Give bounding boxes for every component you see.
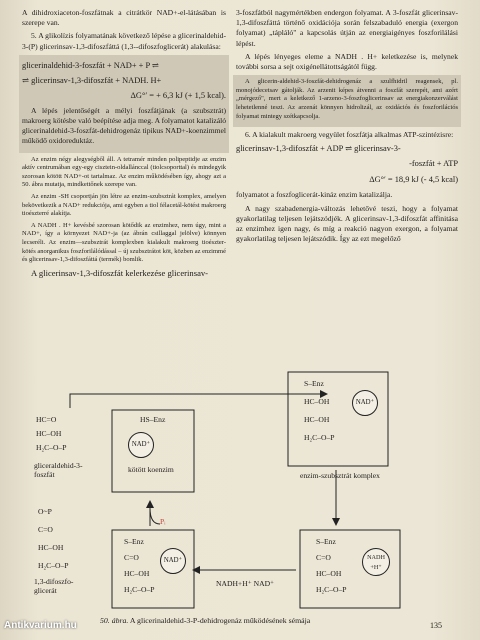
complex-line-4: H₂C–O–P <box>304 433 335 442</box>
equation-box-1 <box>19 55 229 153</box>
nadh-circle: NADH +H⁺ <box>362 548 390 576</box>
note-text: A glicerin-aldehid-3-foszfát-dehidrogenáz a szulfhidril reagensek, pl. monojódecetsav gátolják. Az arzenit képes átvenni a foszfát szerepét, ami azért „mérgező", mert a keletkező 1-arzeno-3-foszfoglicerinsav az energiakonzerválást lehetetlenné teszi. Az arzenát könnyen hidrolizál, az oxidációs és foszforilációs folyamat mintegy szétkapcsolja. <box>236 78 458 120</box>
bottom-right-line-3: HC–OH <box>316 569 342 578</box>
complex-label: enzim-szubsztrát komplex <box>300 471 380 480</box>
bottom-mid-line-4: H₂C–O–P <box>124 585 155 594</box>
mol-bottom-left-1: O~P <box>38 507 52 516</box>
mol-bottom-left-3: HC–OH <box>38 543 64 552</box>
bottom-mid-line-2: C=O <box>124 553 139 562</box>
page-number: 135 <box>430 621 442 630</box>
arrowhead-right <box>332 518 340 526</box>
equation-2-delta-g: ΔG°′ = 18,9 kJ (- 4,5 kcal) <box>369 175 458 185</box>
nad-circle-left: NAD⁺ <box>128 432 154 458</box>
left-paragraph-7: A glicerinsav-1,3-difoszfát kelerkezése glicerinsav- <box>31 267 209 278</box>
bottom-mid-line-1: S–Enz <box>124 537 144 546</box>
label-gad: gliceraldehid-3-foszfát <box>34 461 83 479</box>
bound-coenzyme: kötött koenzim <box>128 465 174 474</box>
complex-line-2: HC–OH <box>304 397 330 406</box>
right-paragraph-3: 6. A kialakult makroerg vegyület foszfátja alkalmas ATP-szintézisre: <box>245 130 454 140</box>
watermark: Antikvarium.hu <box>4 620 77 631</box>
equation-1-delta-g: ΔG°′ = + 6,3 kJ (+ 1,5 kcal). <box>130 90 226 100</box>
nad-circle-bottom: NAD⁺ <box>160 548 186 574</box>
bottom-right-line-4: H₂C–O–P <box>316 585 347 594</box>
left-paragraph-3: A lépés jelentőségét a mélyi foszfátjának (a szubsztrát) makroerg kötésbe való beépítése adja meg. A folyamatot katalizáló glicerinaldehid-3-foszfát-dehidrogenáz tipikus NAD+-koenzimmel működő oxidoreduktáz. <box>22 105 226 146</box>
right-paragraph-1: 3-foszfátból nagymértékben endergon folyamat. A 3-foszfát glicerinsav-1,3-difoszfáttá történő oxidációja során felszabaduló energia (exergon folyamat) „tápláló" a kapcsolás útján az energiaigényes foszforilálási lépést. <box>236 8 458 48</box>
mol-top-left-2: HC–OH <box>36 429 62 438</box>
complex-line-3: HC–OH <box>304 415 330 424</box>
mol-bottom-left-2: C=O <box>38 525 53 534</box>
left-paragraph-6: A NADH . H+ kevésbé szorosan kötődik az enzimhez, nem úgy, mint a NAD+, így a környezet NAD+-ja (az ábrán csillaggal jelölve) könnyen lecseréli. Az enzim—szubsztrát komplexben kialakult makroerg tioészter-kötés anorganikus foszforilálódással – új szubsztrátot köt, közben az enzimmé és glicerinsav-1,3-difoszfáttá (termék) bomlik. <box>22 221 226 264</box>
right-paragraph-2: A lépés lényeges eleme a NADH . H+ keletkezése is, melynek további sorsa a sejt oxigénellátottságától függ. <box>236 51 458 72</box>
enzyme-box-title: HS–Enz <box>140 415 166 424</box>
exchange-label: NADH+H⁺ NAD⁺ <box>216 579 275 588</box>
arrowhead-up <box>146 500 154 508</box>
equation-1-line-a: glicerinaldehid-3-foszfát + NAD+ + P ⇌ <box>22 60 159 70</box>
complex-line-1: S–Enz <box>304 379 324 388</box>
left-paragraph-5: Az enzim -SH csoportján jön létre az enzim-szubsztrát komplex, amelyen bekövetkezik a NAD+ redukciója, ami egyben a tiol félacetál-kötést makroerg tioészterré alakítja. <box>22 193 226 218</box>
label-bpg: 1,3-difoszfo-glicerát <box>34 577 74 595</box>
nad-circle-complex: NAD⁺ <box>352 390 378 416</box>
complex-box <box>288 372 388 466</box>
left-column <box>22 8 226 282</box>
figure-caption <box>100 616 310 625</box>
arrow-top <box>70 394 320 408</box>
equation-2-line-a: glicerinsav-1,3-difoszfát + ADP ⇌ glicerinsav-3- <box>236 144 401 154</box>
caption-text: A glicerinaldehid-3-P-dehidrogenáz működésének sémája <box>129 616 311 625</box>
right-paragraph-4: folyamatot a foszfoglicerát-kináz enzim katalizálja. <box>236 190 393 200</box>
bottom-mid-line-3: HC–OH <box>124 569 150 578</box>
left-paragraph-4: Az enzim négy alegységből áll. A tetramér minden polipeptidje az enzim aktív centrumában egy-egy cisztein-oldallánccal (tiolcsoporttal) és mindegyik szorosan kötött NAD+-ot tartalmaz. Az enzim működésében így, ahogy azt a 50. ábra mutatja, mindkettőnek szerepe van. <box>22 155 226 189</box>
equation-1-line-b: ⇌ glicerinsav-1,3-difoszfát + NADH. H+ <box>22 75 162 85</box>
arrowhead-bottom <box>192 566 200 574</box>
mol-bottom-left-4: H₂C–O–P <box>38 561 69 570</box>
left-paragraph-1: A dihidroxiaceton-foszfátnak a citrátkör NAD+-el-látásában is szerepe van. <box>22 8 226 28</box>
note-box <box>233 75 461 127</box>
bottom-right-line-2: C=O <box>316 553 331 562</box>
caption-index: 50. ábra. <box>100 616 129 625</box>
pi-label: Pᵢ <box>160 517 166 526</box>
right-paragraph-5: A nagy szabadenergia-változás lehetővé teszi, hogy a folyamat gyakorlatilag teljesen lejátszódjék. A glicerinsav-1,3-difoszfát affinitása az enzimhez igen nagy, és míg a reakció nagyon exergon, a folyamat gyakorlatilag teljesen lejátszódik. Így az ezt megelőző <box>236 203 458 244</box>
mol-top-left-3: H₂C–O–P <box>36 443 67 452</box>
mol-top-left-1: HC=O <box>36 415 57 424</box>
figure-50-diagram <box>0 358 480 640</box>
pi-curve <box>150 508 160 524</box>
equation-2-line-b: -foszfát + ATP <box>409 159 458 169</box>
bottom-right-line-1: S–Enz <box>316 537 336 546</box>
right-column <box>236 8 458 247</box>
diagram-lines <box>0 358 480 640</box>
left-paragraph-2: 5. A glikolízis folyamatának következő lépése a glicerinaldehid-3-(P) glicerinsav-1,3-difoszfáttá (1,3--difoszfoglicerát) alakulása: <box>22 31 226 51</box>
